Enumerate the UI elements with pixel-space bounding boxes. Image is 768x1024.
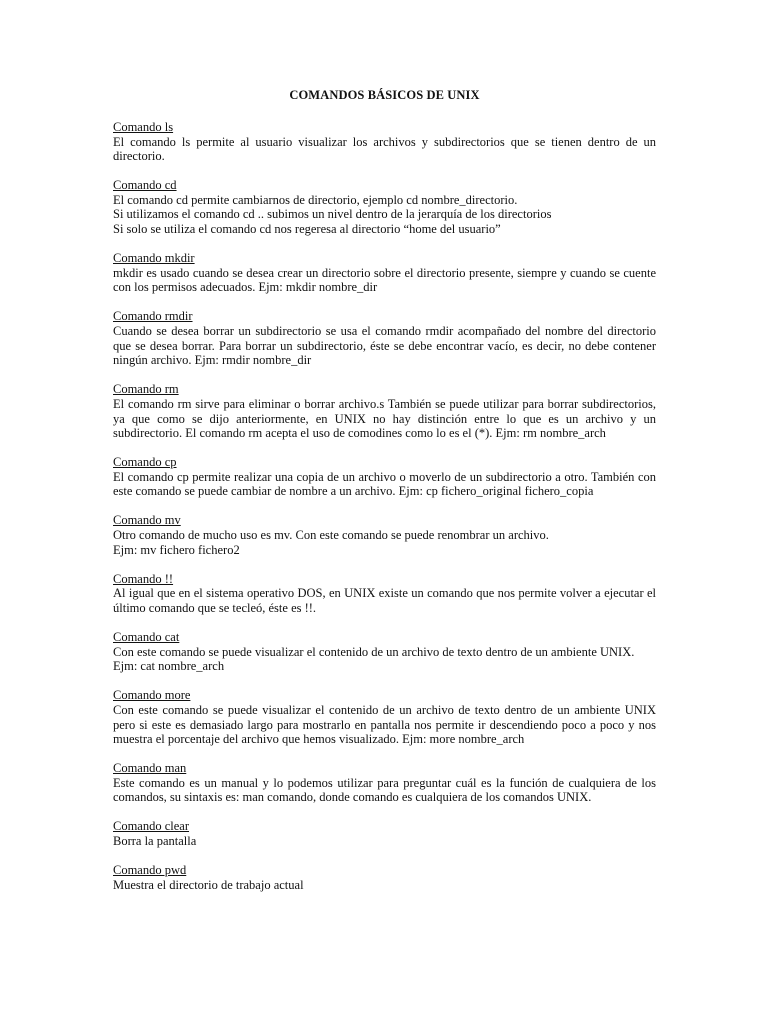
section-text: Si utilizamos el comando cd .. subimos un nivel dentro de la jerarquía de los directorios <box>113 207 552 222</box>
section-heading: Comando ls <box>113 120 174 134</box>
document-title: COMANDOS BÁSICOS DE UNIX <box>289 88 480 102</box>
section-heading: Comando clear <box>113 819 190 834</box>
section-heading: Comando rm <box>113 382 179 397</box>
section-heading: Comando mv <box>113 513 181 528</box>
section-clear <box>113 819 656 848</box>
section-text: Muestra el directorio de trabajo actual <box>113 877 304 892</box>
section-mv <box>113 513 656 557</box>
section-heading: Comando !! <box>113 571 174 586</box>
section-heading: Comando more <box>113 688 191 703</box>
section-heading: Comando man <box>113 761 187 776</box>
section-text: Al igual que en el sistema operativo DOS, en UNIX existe un comando que nos permite volver a ejecutar el último comando que se tecleó, éste es !!. <box>113 586 656 615</box>
section-heading: Comando cp <box>113 455 177 470</box>
section-cp <box>113 455 656 499</box>
section-heading: Comando pwd <box>113 863 187 878</box>
section-text: El comando rm sirve para eliminar o borrar archivo.s También se puede utilizar para borrar subdirectorios, ya que como se dijo anteriormente, en UNIX no hay distinción entre lo que es un archivo y un subdirectorio. El comando rm acepta el uso de comodines como lo es el (*). Ejm: rm nombre_arch <box>113 396 656 441</box>
section-text: mkdir es usado cuando se desea crear un directorio sobre el directorio presente, siempre y cuando se cuente con los permisos adecuados. Ejm: mkdir nombre_dir <box>113 265 656 295</box>
section-text: Ejm: mv fichero fichero2 <box>113 542 240 557</box>
document-page <box>113 88 656 907</box>
section-rmdir <box>113 309 656 367</box>
section-mkdir <box>113 251 656 295</box>
section-heading: Comando cd <box>113 178 177 193</box>
section-heading: Comando rmdir <box>113 309 193 324</box>
section-text: Si solo se utiliza el comando cd nos regeresa al directorio “home del usuario” <box>113 222 501 237</box>
section-man <box>113 761 656 805</box>
section-bang-bang <box>113 572 656 616</box>
section-cat <box>113 630 656 674</box>
section-more <box>113 688 656 746</box>
section-heading: Comando cat <box>113 630 180 645</box>
section-text: Con este comando se puede visualizar el contenido de un archivo de texto dentro de un ambiente UNIX. <box>113 644 635 659</box>
section-text: Cuando se desea borrar un subdirectorio se usa el comando rmdir acompañado del nombre del directorio que se desea borrar. Para borrar un subdirectorio, éste se debe encontrar vacío, es decir, no debe contener ningún archivo. Ejm: rmdir nombre_dir <box>113 324 656 368</box>
section-text: Este comando es un manual y lo podemos utilizar para preguntar cuál es la función de cualquiera de los comandos, su sintaxis es: man comando, donde comando es cualquiera de los comandos UNIX. <box>113 775 656 805</box>
section-text: Borra la pantalla <box>113 834 197 849</box>
section-text: El comando cp permite realizar una copia de un archivo o moverlo de un subdirectorio a otro. También con este comando se puede cambiar de nombre a un archivo. Ejm: cp fichero_original fichero_copia <box>113 469 656 499</box>
section-rm <box>113 382 656 440</box>
section-text: El comando cd permite cambiarnos de directorio, ejemplo cd nombre_directorio. <box>113 192 518 207</box>
section-text: Otro comando de mucho uso es mv. Con este comando se puede renombrar un archivo. <box>113 528 549 543</box>
section-text: Ejm: cat nombre_arch <box>113 659 225 674</box>
section-ls <box>113 120 656 164</box>
section-cd <box>113 178 656 236</box>
section-pwd <box>113 863 656 892</box>
section-text: Con este comando se puede visualizar el contenido de un archivo de texto dentro de un ambiente UNIX pero si este es demasiado largo para mostrarlo en pantalla nos permite ir descendiendo poco a poco y nos muestra el porcentaje del archivo que hemos visualizado. Ejm: more nombre_arch <box>113 702 656 747</box>
section-heading: Comando mkdir <box>113 251 195 266</box>
section-text: El comando ls permite al usuario visualizar los archivos y subdirectorios que se tienen dentro de un directorio. <box>113 134 656 164</box>
